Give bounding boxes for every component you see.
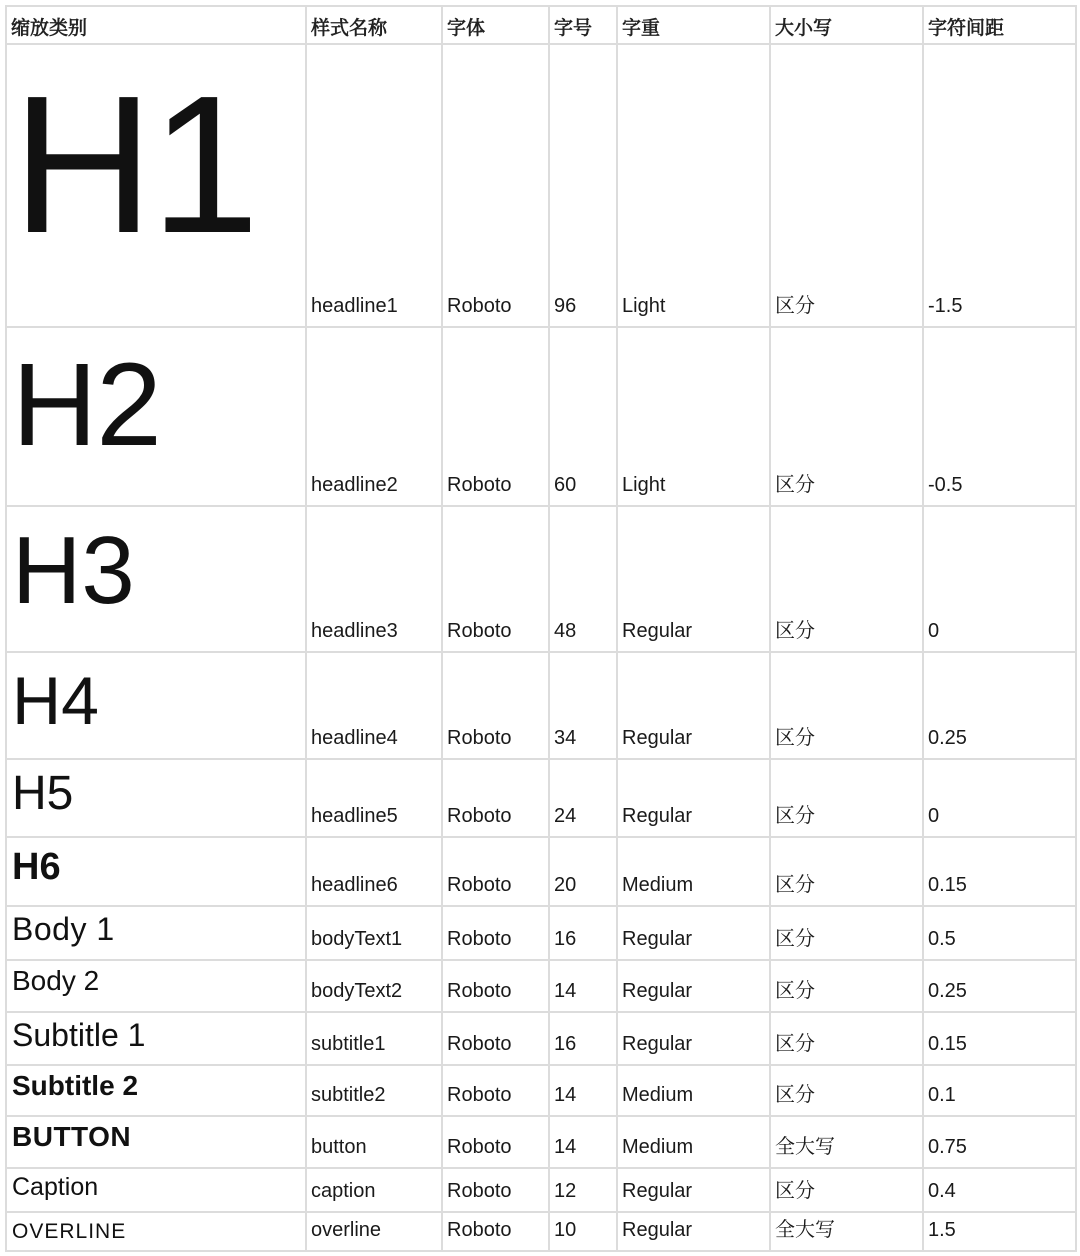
font-cell: Roboto: [442, 1168, 549, 1212]
size-cell: 14: [549, 1116, 617, 1168]
table-row: [6, 1116, 1076, 1168]
size-cell: 14: [549, 1065, 617, 1116]
case-cell: 区分: [770, 1065, 923, 1116]
header-style-name: 样式名称: [306, 6, 442, 44]
header-letter-spacing: 字符间距: [923, 6, 1076, 44]
sample-cell: [6, 960, 306, 1012]
sample-cell: [6, 506, 306, 652]
sample-cell: [6, 759, 306, 837]
style-name-cell: headline4: [306, 652, 442, 759]
size-cell: 12: [549, 1168, 617, 1212]
header-row: [6, 6, 1076, 44]
font-cell: Roboto: [442, 1116, 549, 1168]
case-cell: 区分: [770, 506, 923, 652]
font-cell: Roboto: [442, 906, 549, 960]
font-cell: Roboto: [442, 759, 549, 837]
font-cell: Roboto: [442, 1012, 549, 1065]
table-row: [6, 759, 1076, 837]
font-cell: Roboto: [442, 652, 549, 759]
sample-text: H4: [12, 663, 99, 739]
size-cell: 10: [549, 1212, 617, 1251]
font-cell: Roboto: [442, 327, 549, 506]
style-name-cell: subtitle1: [306, 1012, 442, 1065]
style-name-cell: headline6: [306, 837, 442, 906]
sample-text: Subtitle 1: [12, 1017, 146, 1053]
type-scale-table: [5, 5, 1077, 1252]
sample-text: H3: [12, 517, 135, 624]
weight-cell: Medium: [617, 1116, 770, 1168]
size-cell: 16: [549, 906, 617, 960]
header-font-weight: 字重: [617, 6, 770, 44]
style-name-cell: headline2: [306, 327, 442, 506]
case-cell: 区分: [770, 1168, 923, 1212]
spacing-cell: 0: [923, 506, 1076, 652]
sample-text: BUTTON: [12, 1121, 132, 1152]
table-row: [6, 906, 1076, 960]
size-cell: 34: [549, 652, 617, 759]
weight-cell: Light: [617, 44, 770, 327]
spacing-cell: 0.5: [923, 906, 1076, 960]
sample-cell: [6, 652, 306, 759]
table-row: [6, 652, 1076, 759]
sample-cell: [6, 327, 306, 506]
style-name-cell: headline1: [306, 44, 442, 327]
size-cell: 16: [549, 1012, 617, 1065]
style-name-cell: caption: [306, 1168, 442, 1212]
table-row: [6, 1212, 1076, 1251]
weight-cell: Medium: [617, 1065, 770, 1116]
spacing-cell: 0.4: [923, 1168, 1076, 1212]
spacing-cell: 0.25: [923, 960, 1076, 1012]
case-cell: 区分: [770, 327, 923, 506]
header-case: 大小写: [770, 6, 923, 44]
case-cell: 区分: [770, 960, 923, 1012]
style-name-cell: bodyText1: [306, 906, 442, 960]
size-cell: 20: [549, 837, 617, 906]
case-cell: 全大写: [770, 1116, 923, 1168]
sample-text: H6: [12, 846, 61, 888]
header-scale-category: 缩放类别: [6, 6, 306, 44]
sample-cell: [6, 1065, 306, 1116]
spacing-cell: 0.15: [923, 1012, 1076, 1065]
table-row: [6, 327, 1076, 506]
font-cell: Roboto: [442, 837, 549, 906]
sample-text: Subtitle 2: [12, 1070, 139, 1101]
style-name-cell: button: [306, 1116, 442, 1168]
style-name-cell: headline3: [306, 506, 442, 652]
sample-cell: [6, 1168, 306, 1212]
spacing-cell: 0.1: [923, 1065, 1076, 1116]
weight-cell: Regular: [617, 1168, 770, 1212]
sample-cell: [6, 44, 306, 327]
table-row: [6, 1168, 1076, 1212]
weight-cell: Regular: [617, 652, 770, 759]
sample-text: H1: [12, 55, 257, 274]
style-name-cell: bodyText2: [306, 960, 442, 1012]
case-cell: 全大写: [770, 1212, 923, 1251]
spacing-cell: 0.75: [923, 1116, 1076, 1168]
header-font-size: 字号: [549, 6, 617, 44]
sample-cell: [6, 906, 306, 960]
table-row: [6, 837, 1076, 906]
size-cell: 24: [549, 759, 617, 837]
sample-cell: [6, 1116, 306, 1168]
style-name-cell: headline5: [306, 759, 442, 837]
size-cell: 14: [549, 960, 617, 1012]
case-cell: 区分: [770, 652, 923, 759]
case-cell: 区分: [770, 1012, 923, 1065]
weight-cell: Regular: [617, 506, 770, 652]
weight-cell: Regular: [617, 1012, 770, 1065]
font-cell: Roboto: [442, 1212, 549, 1251]
table-row: [6, 44, 1076, 327]
spacing-cell: 0: [923, 759, 1076, 837]
sample-text: Body 2: [12, 965, 100, 996]
font-cell: Roboto: [442, 960, 549, 1012]
weight-cell: Medium: [617, 837, 770, 906]
sample-cell: [6, 837, 306, 906]
style-name-cell: overline: [306, 1212, 442, 1251]
case-cell: 区分: [770, 837, 923, 906]
sample-text: Caption: [12, 1173, 99, 1201]
weight-cell: Regular: [617, 960, 770, 1012]
size-cell: 48: [549, 506, 617, 652]
header-font: 字体: [442, 6, 549, 44]
size-cell: 60: [549, 327, 617, 506]
weight-cell: Regular: [617, 906, 770, 960]
case-cell: 区分: [770, 44, 923, 327]
case-cell: 区分: [770, 906, 923, 960]
size-cell: 96: [549, 44, 617, 327]
spacing-cell: 0.15: [923, 837, 1076, 906]
sample-text: H2: [12, 339, 161, 471]
table-row: [6, 1065, 1076, 1116]
weight-cell: Regular: [617, 759, 770, 837]
table-row: [6, 960, 1076, 1012]
weight-cell: Regular: [617, 1212, 770, 1251]
table-row: [6, 506, 1076, 652]
table-row: [6, 1012, 1076, 1065]
sample-text: OVERLINE: [12, 1220, 127, 1243]
weight-cell: Light: [617, 327, 770, 506]
font-cell: Roboto: [442, 44, 549, 327]
sample-cell: [6, 1212, 306, 1251]
font-cell: Roboto: [442, 1065, 549, 1116]
spacing-cell: 1.5: [923, 1212, 1076, 1251]
sample-text: Body 1: [12, 911, 115, 947]
spacing-cell: 0.25: [923, 652, 1076, 759]
font-cell: Roboto: [442, 506, 549, 652]
spacing-cell: -0.5: [923, 327, 1076, 506]
sample-text: H5: [12, 767, 74, 820]
spacing-cell: -1.5: [923, 44, 1076, 327]
case-cell: 区分: [770, 759, 923, 837]
sample-cell: [6, 1012, 306, 1065]
style-name-cell: subtitle2: [306, 1065, 442, 1116]
